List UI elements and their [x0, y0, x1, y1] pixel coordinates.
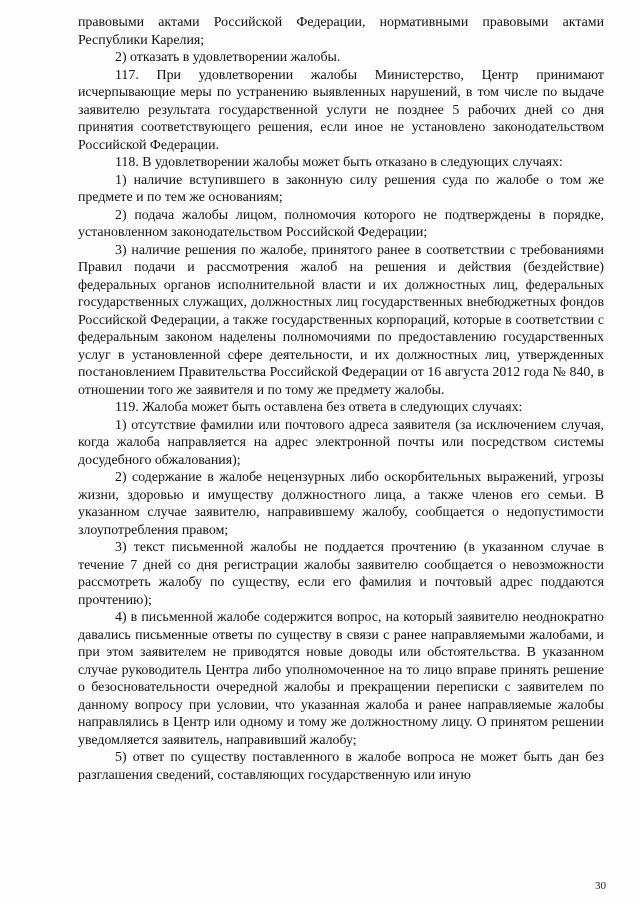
paragraph-119-item-4: 4) в письменной жалобе содержится вопрос, на который заявителю неоднократно давались письменные ответы по существу в связи с ранее направляемыми жалобами, и при этом заявителем не приводятся новые доводы или обстоятельства. В указанном случае руководитель Центра либо уполномоченное на то лицо вправе принять решение о безосновательности очередной жалобы и прекращении переписки с заявителем по данному вопросу при условии, что указанная жалоба и ранее направляемые жалобы направлялись в Центр или одному и тому же должностному лицу. О принятом решении уведомляется заявитель, направивший жалобу; — [78, 610, 604, 748]
paragraph-119-item-1: 1) отсутствие фамилии или почтового адреса заявителя (за исключением случая, когда жалоба направляется на адрес электронной почты или посредством системы досудебного обжалования); — [78, 417, 604, 468]
paragraph-119-item-5: 5) ответ по существу поставленного в жалобе вопроса не может быть дан без разглашения сведений, составляющих государственную или иную — [78, 750, 604, 783]
paragraph-118-item-3: 3) наличие решения по жалобе, принятого ранее в соответствии с требованиями Правил подачи и рассмотрения жалоб на решения и действия (бездействие) федеральных органов исполнительной власти и их должностных лиц, федеральных государственных служащих, должностных лиц государственных внебюджетных фондов Российской Федерации, а также государственных корпораций, которые в соответствии с федеральным законом наделены полномочиями по предоставлению государственных услуг в установленной сфере деятельности, и их должностных лиц, утвержденных постановлением Правительства Российской Федерации от 16 августа 2012 года № 840, в отношении того же заявителя и по тому же предмету жалобы. — [78, 242, 604, 398]
paragraph-118-item-2: 2) подача жалобы лицом, полномочия которого не подтверждены в порядке, установленном законодательством Российской Федерации; — [78, 207, 604, 240]
paragraph-119-item-3: 3) текст письменной жалобы не поддается прочтению (в указанном случае в течение 7 дней со дня регистрации жалобы заявителю сообщается о невозможности рассмотреть жалобу по существу, если его фамилия и почтовый адрес поддаются прочтению); — [78, 540, 604, 608]
document-body — [78, 14, 604, 784]
paragraph-item-2-refuse: 2) отказать в удовлетворении жалобы. — [115, 50, 341, 65]
paragraph-119-item-2: 2) содержание в жалобе нецензурных либо оскорбительных выражений, угрозы жизни, здоровью и имуществу должностного лица, а также членов его семьи. В указанном случае заявителю, направившему жалобу, сообщается о недопустимости злоупотребления правом; — [78, 470, 604, 538]
paragraph-118: 118. В удовлетворении жалобы может быть отказано в следующих случаях: — [115, 155, 563, 170]
paragraph-continuation: правовыми актами Российской Федерации, нормативными правовыми актами Республики Карелия; — [78, 15, 604, 48]
paragraph-118-item-1: 1) наличие вступившего в законную силу решения суда по жалобе о том же предмете и по тем же основаниям; — [78, 172, 604, 205]
page-number: 30 — [595, 880, 606, 892]
paragraph-119: 119. Жалоба может быть оставлена без ответа в следующих случаях: — [115, 400, 523, 415]
paragraph-117: 117. При удовлетворении жалобы Министерство, Центр принимают исчерпывающие меры по устранению выявленных нарушений, в том числе по выдаче заявителю результата государственной услуги не позднее 5 рабочих дней со дня принятия соответствующего решения, если иное не установлено законодательством Российской Федерации. — [78, 67, 604, 153]
